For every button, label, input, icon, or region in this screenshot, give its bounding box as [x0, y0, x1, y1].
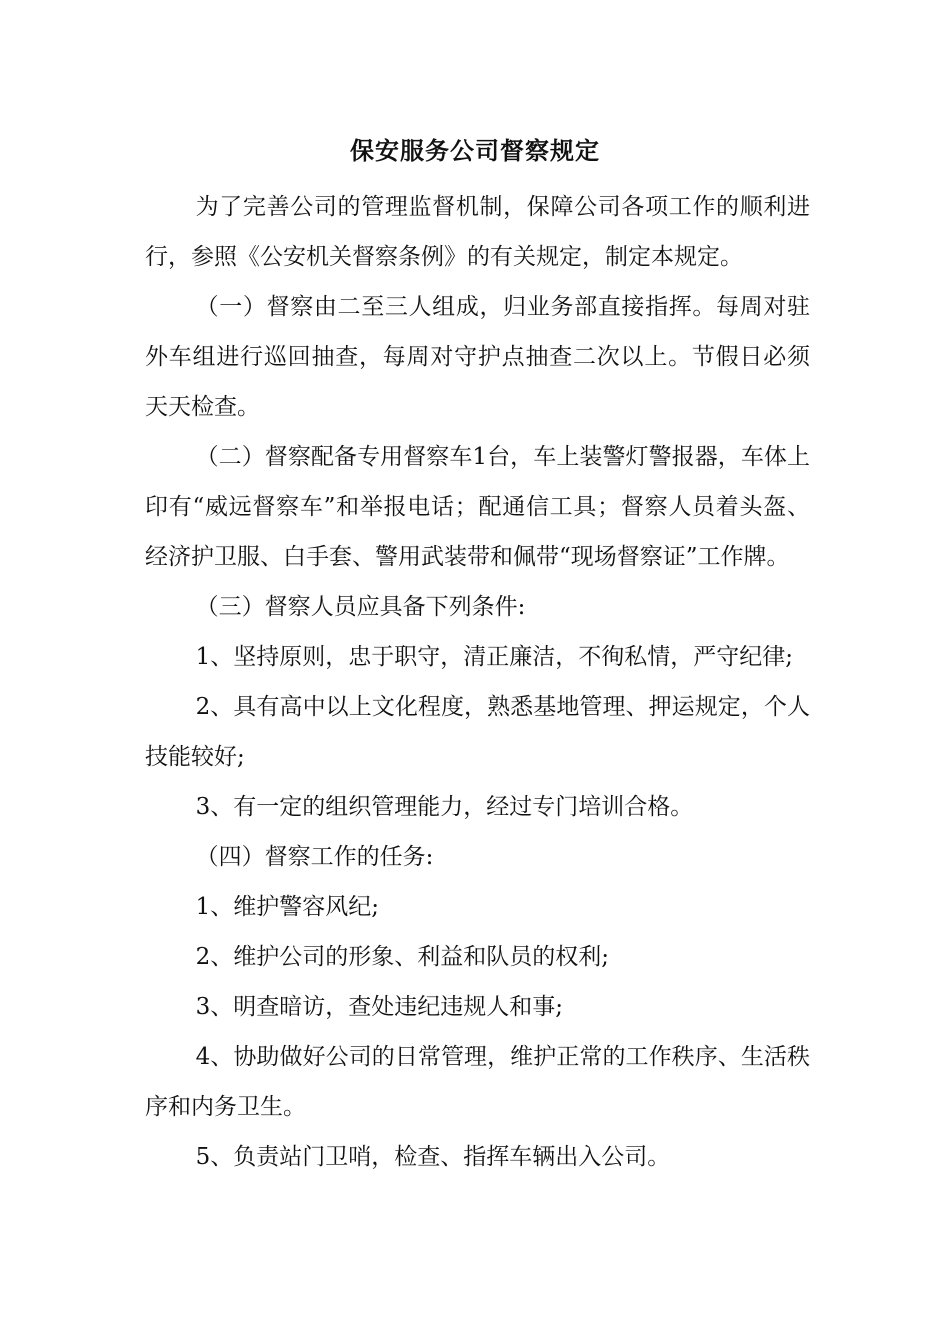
page-title: 保安服务公司督察规定 — [350, 136, 600, 165]
section-3-heading: （三）督察人员应具备下列条件: — [195, 594, 526, 620]
section-2-paragraph: （二）督察配备专用督察车1台，车上装警灯警报器，车体上印有“威远督察车”和举报电话；配通信工具；督察人员着头盔、经济护卫服、白手套、警用武装带和佩带“现场督察证”工作牌。 — [145, 444, 810, 570]
condition-item-1: 1、坚持原则，忠于职守，清正廉洁，不徇私情，严守纪律; — [195, 644, 793, 670]
document-body — [145, 182, 810, 1182]
task-item-2: 2、维护公司的形象、利益和队员的权利; — [195, 944, 609, 970]
condition-item-2: 2、具有高中以上文化程度，熟悉基地管理、押运规定，个人技能较好; — [145, 694, 810, 770]
section-4-heading: （四）督察工作的任务: — [195, 844, 434, 870]
task-item-5: 5、负责站门卫哨，检查、指挥车辆出入公司。 — [195, 1144, 671, 1170]
task-item-4: 4、协助做好公司的日常管理，维护正常的工作秩序、生活秩序和内务卫生。 — [145, 1044, 810, 1120]
task-item-3: 3、明查暗访，查处违纪违规人和事; — [195, 994, 563, 1020]
intro-paragraph: 为了完善公司的管理监督机制，保障公司各项工作的顺利进行，参照《公安机关督察条例》的有关规定，制定本规定。 — [145, 194, 810, 270]
task-item-1: 1、维护警容风纪; — [195, 894, 379, 920]
section-1-paragraph: （一）督察由二至三人组成，归业务部直接指挥。每周对驻外车组进行巡回抽查，每周对守护点抽查二次以上。节假日必须天天检查。 — [145, 294, 810, 420]
condition-item-3: 3、有一定的组织管理能力，经过专门培训合格。 — [195, 794, 694, 820]
